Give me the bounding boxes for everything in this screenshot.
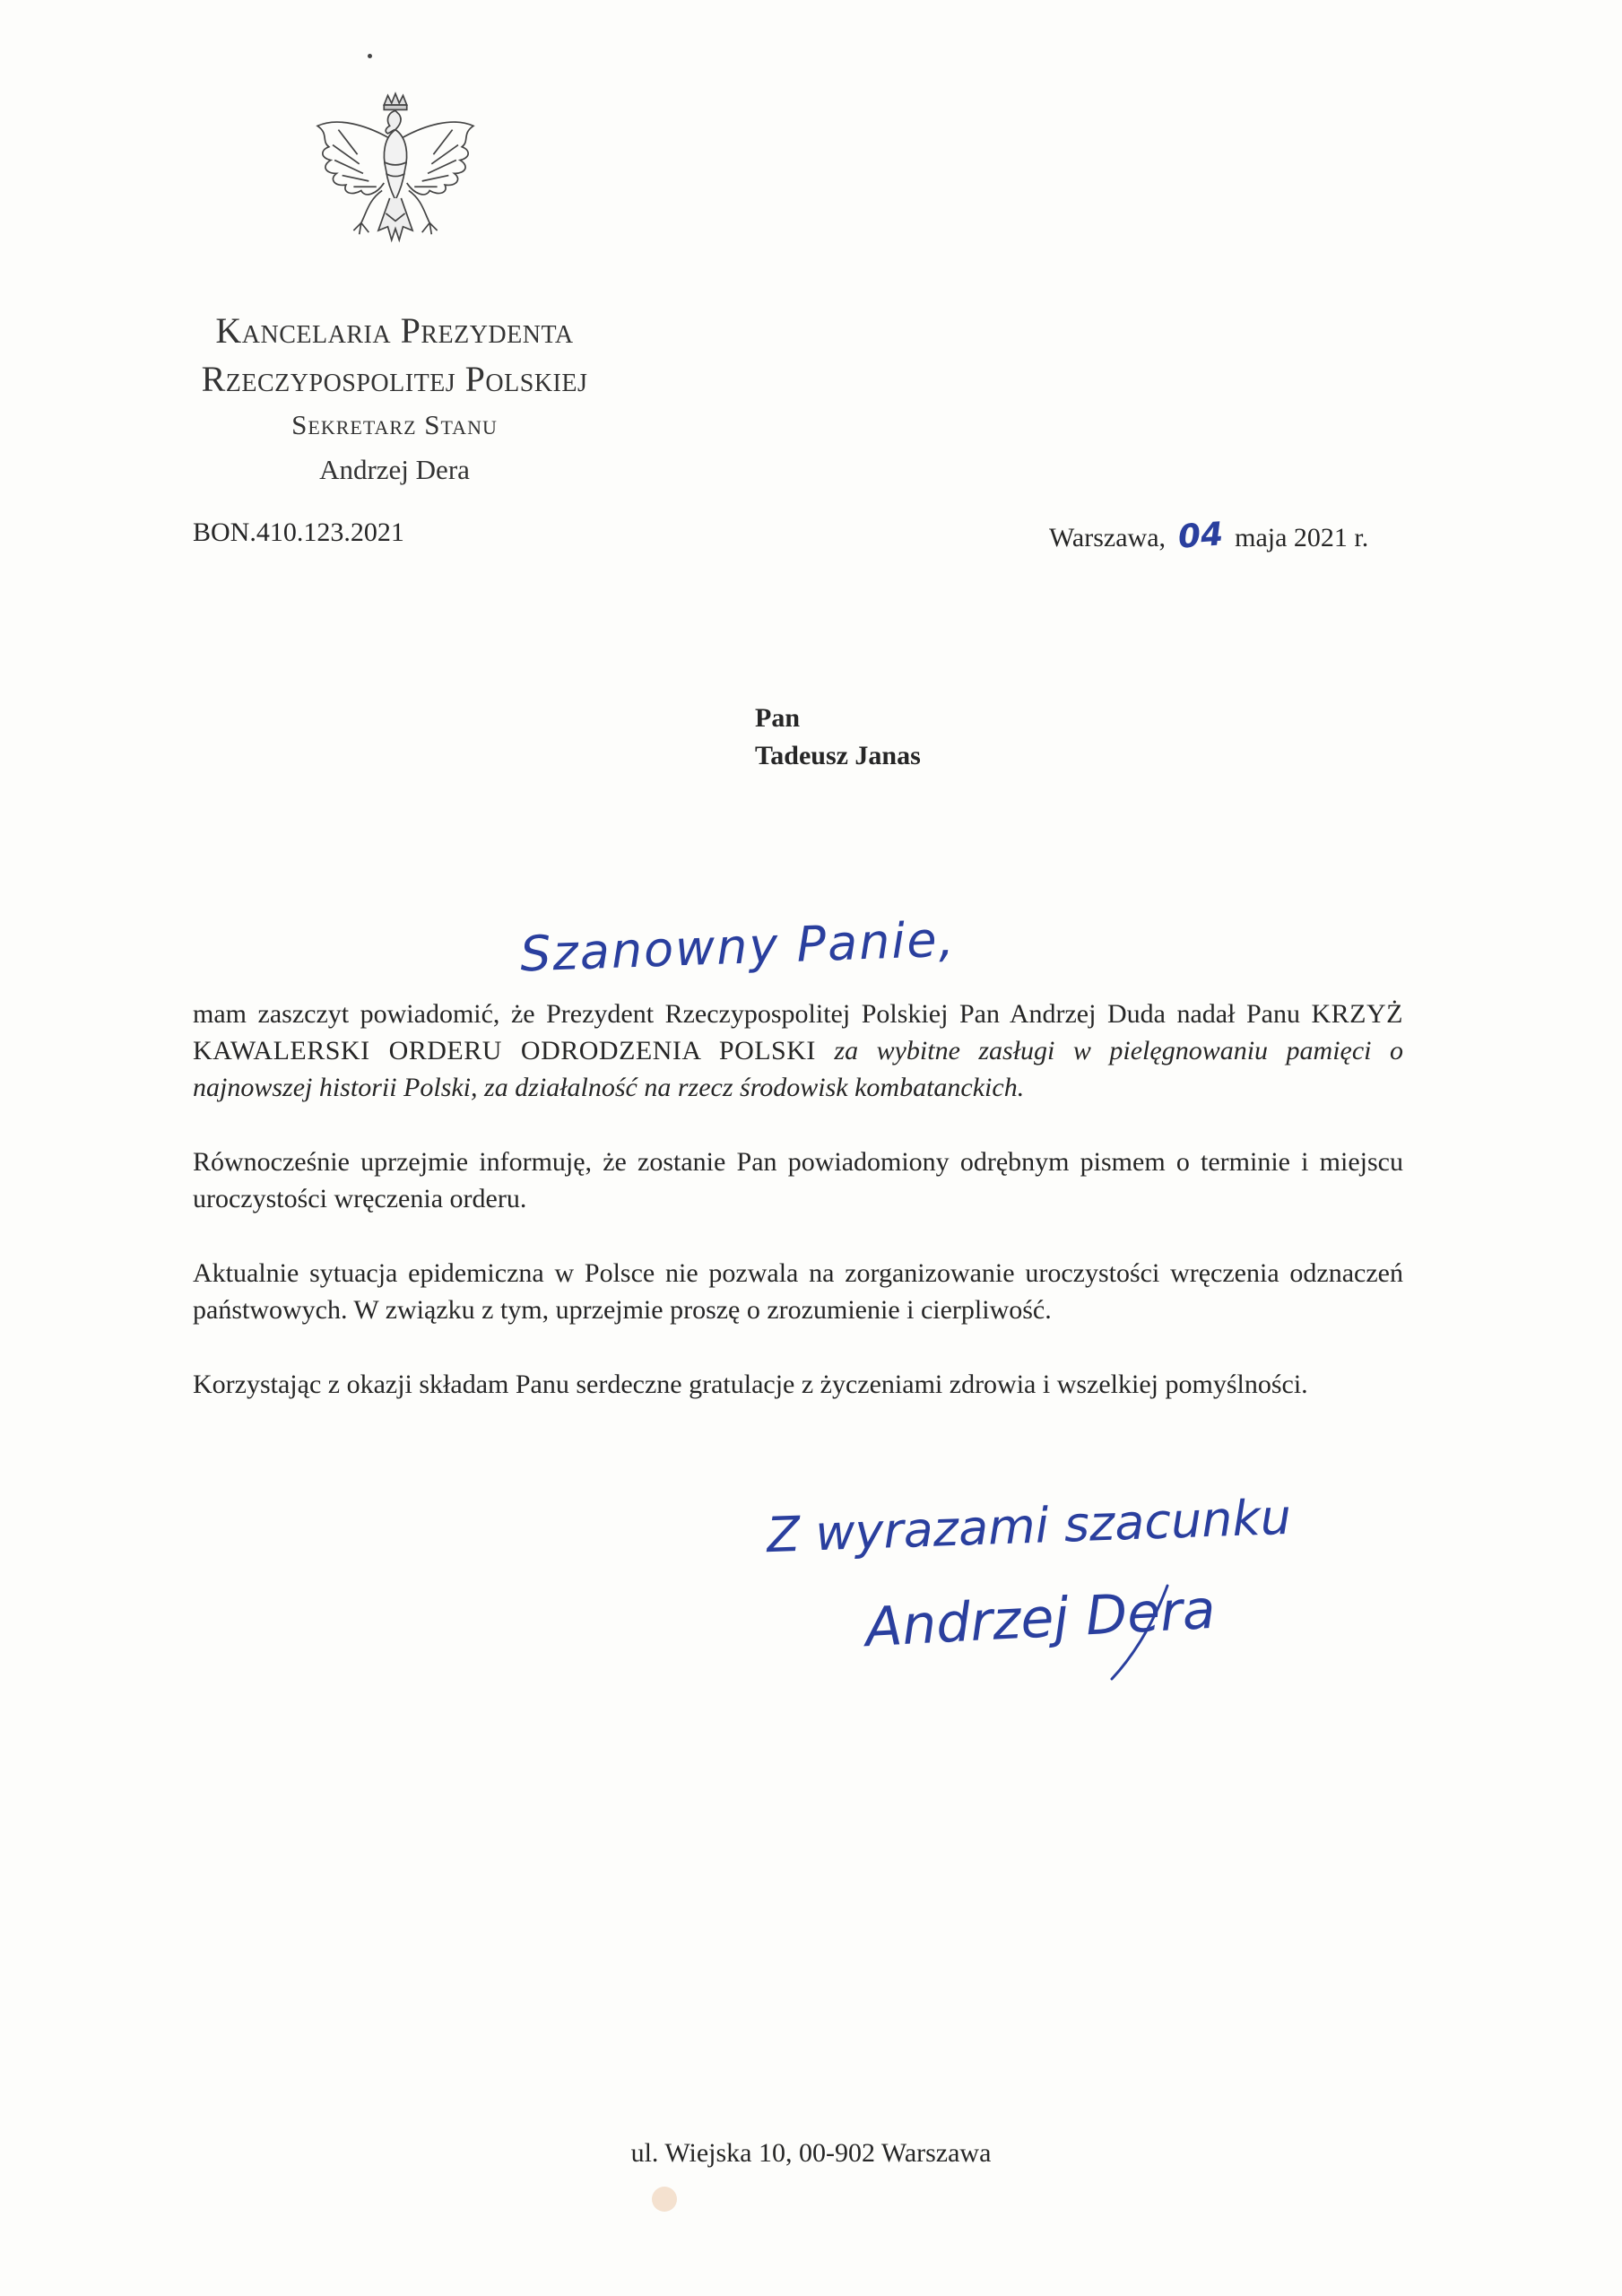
date-prefix: Warszawa, [1049, 523, 1167, 552]
addressee-title: Pan [755, 703, 801, 733]
date-day-handwritten: 04 [1176, 516, 1224, 556]
body-paragraph-1 [193, 996, 1403, 1106]
reference-number: BON.410.123.2021 [193, 517, 404, 547]
body-paragraph-2: Równocześnie uprzejmie informuję, że zostanie Pan powiadomiony odrębnym pismem o terminie i miejscu uroczystości wręczenia orderu. [193, 1147, 1403, 1213]
order-name: KRZYŻ KAWALERSKI ORDERU ODRODZENIA POLSKI [193, 999, 1403, 1065]
sender-role: Sekretarz Stanu [291, 409, 498, 440]
signature-handwritten: Andrzej Dera [863, 1578, 1218, 1660]
p1-text: mam zaszczyt powiadomić, że Prezydent Rzeczypospolitej Polskiej Pan Andrzej Duda nadał Panu [193, 999, 1312, 1029]
paper-stain [652, 2187, 677, 2212]
office-name-line2: Rzeczypospolitej Polskiej [201, 359, 588, 399]
sender-name: Andrzej Dera [319, 454, 470, 485]
letterhead [134, 307, 655, 493]
paper-speck [368, 54, 372, 58]
addressee-name: Tadeusz Janas [755, 741, 921, 770]
body-paragraph-4: Korzystając z okazji składam Panu serdeczne gratulacje z życzeniami zdrowia i wszelkiej pomyślności. [193, 1370, 1308, 1399]
closing-handwritten: Z wyrazami szacunku [766, 1488, 1292, 1564]
addressee [755, 700, 921, 775]
date-suffix: maja 2021 r. [1235, 523, 1369, 552]
salutation-handwritten: Szanowny Panie, [519, 910, 957, 983]
order-citation: za wybitne zasługi w pielęgnowaniu pamięci o najnowszej historii Polski, za działalność na rzecz środowisk kombatanckich. [193, 1036, 1403, 1102]
letter-body [193, 996, 1403, 1440]
footer-address: ul. Wiejska 10, 00-902 Warszawa [630, 2138, 992, 2168]
office-name-line1: Kancelaria Prezydenta [215, 310, 574, 351]
body-paragraph-3: Aktualnie sytuacja epidemiczna w Polsce nie pozwala na zorganizowanie uroczystości wręczenia odznaczeń państwowych. W związku z tym, uprzejmie proszę o zrozumienie i cierpliwość. [193, 1258, 1403, 1325]
eagle-emblem-icon [300, 88, 490, 278]
signature-flourish-icon [1085, 1578, 1184, 1686]
letter-date [1049, 517, 1368, 554]
